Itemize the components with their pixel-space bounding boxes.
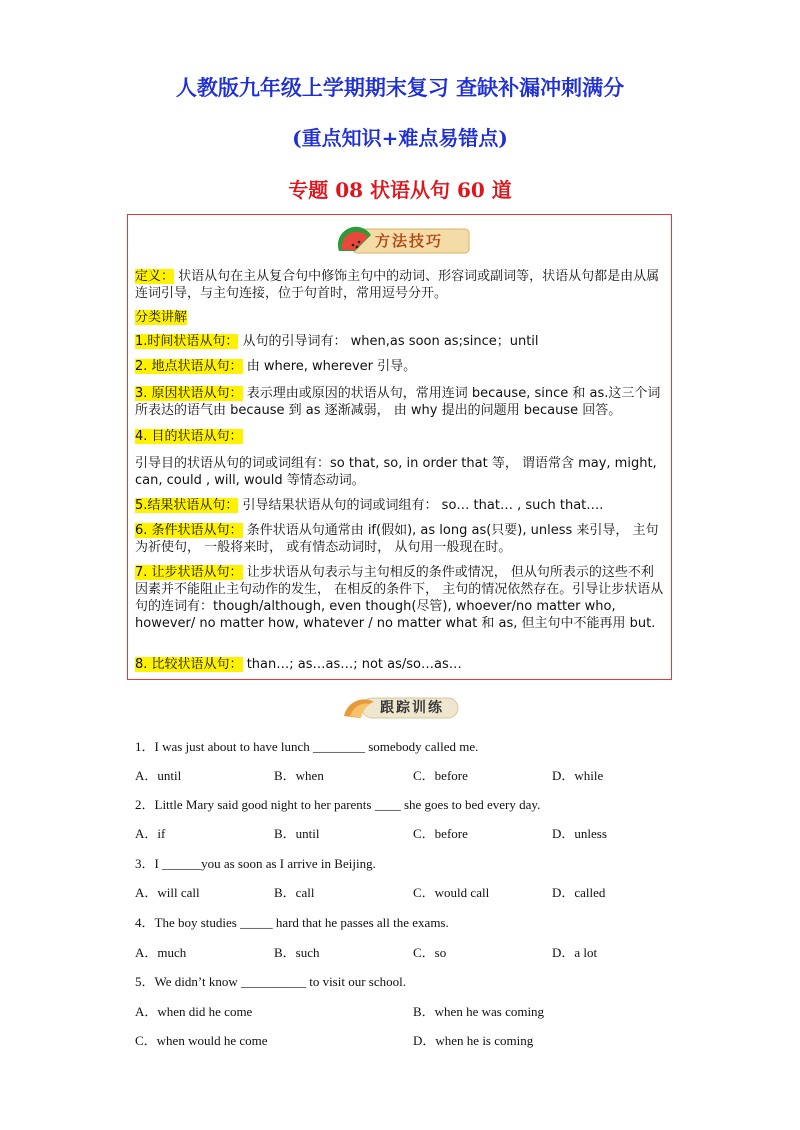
clause-text: than…; as…as…; not as/so…as… <box>246 657 462 672</box>
classify-heading <box>135 309 665 326</box>
clause-label: 2. 地点状语从句： <box>135 359 243 374</box>
question-stem: 2．Little Mary said good night to her parents ____ she goes to bed every day. <box>135 797 541 812</box>
clause-label: 6. 条件状语从句： <box>135 523 243 538</box>
clause-item <box>135 522 665 556</box>
definition-paragraph <box>135 268 665 302</box>
option-c: C．before <box>413 768 468 783</box>
option-a: A．if <box>135 826 166 841</box>
option-c: C．would call <box>413 885 490 900</box>
document-title: 人教版九年级上学期期末复习 查缺补漏冲刺满分 <box>175 75 625 100</box>
clause-text: 由 where, wherever 引导。 <box>246 359 417 374</box>
option-d: D．a lot <box>552 945 598 960</box>
option-b: B．such <box>274 945 320 960</box>
clause-label: 3. 原因状语从句： <box>135 386 243 401</box>
option-c: C．so <box>413 945 447 960</box>
clause-text: 让步状语从句表示与主句相反的条件或情况， 但从句所表示的这些不利因素并不能阻止主句动作的发生， 在相反的条件下， 主句的情况依然存在。引导让步状语从句的连词有：though/although, even though(尽管), whoever/no matter who, however/ no matter how, whatever / no matter what 和 as, 但主句中不能再用 but. <box>135 565 664 631</box>
clause-text: 条件状语从句通常由 if(假如), as long as(只要), unless 来引导， 主句为祈使句， 一般将来时， 或有情态动词时， 从句用一般现在时。 <box>135 523 659 555</box>
option-c: C．before <box>413 826 468 841</box>
practice-banner-title: 跟踪训练 <box>380 700 444 716</box>
clause-item <box>135 497 665 514</box>
topic-title: 专题 08 状语从句 60 道 <box>288 178 512 202</box>
option-a: A．when did he come <box>135 1004 253 1019</box>
option-d: D．called <box>552 885 606 900</box>
clause-item <box>135 428 665 445</box>
clause-label: 8. 比较状语从句： <box>135 657 243 672</box>
method-banner-title: 方法技巧 <box>375 232 444 250</box>
option-b: B．when he was coming <box>413 1004 545 1019</box>
question-stem: 5．We didn’t know __________ to visit our school. <box>135 974 406 989</box>
clause-text: 从句的引导词有： when,as soon as;since；until <box>242 334 539 349</box>
clause-item <box>135 656 665 673</box>
clause-label: 4. 目的状语从句： <box>135 429 243 444</box>
clause-label: 5.结果状语从句： <box>135 498 239 513</box>
document-subtitle: (重点知识+难点易错点) <box>292 126 508 150</box>
clause-text: 表示理由或原因的状语从句，常用连词 because, since 和 as.这三个词所表达的语气由 because 到 as 逐渐减弱， 由 why 提出的问题用 because 回答。 <box>135 386 661 418</box>
option-c: C．when would he come <box>135 1033 268 1048</box>
option-d: D．while <box>552 768 604 783</box>
clause-item <box>135 333 665 350</box>
question-stem: 4．The boy studies _____ hard that he passes all the exams. <box>135 915 449 930</box>
clause-item <box>135 358 665 375</box>
question-stem: 3．I ______you as soon as I arrive in Beijing. <box>135 856 376 871</box>
option-d: D．when he is coming <box>413 1033 534 1048</box>
clause-label: 7. 让步状语从句： <box>135 565 243 580</box>
clause-label: 1.时间状语从句： <box>135 334 239 349</box>
clause-item <box>135 385 665 419</box>
clause-text: 引导结果状语从句的词或词组有： so… that… , such that…. <box>242 498 604 513</box>
option-b: B．until <box>274 826 320 841</box>
clause-item <box>135 455 665 489</box>
definition-label: 定义： <box>135 269 175 284</box>
definition-text: 状语从句在主从复合句中修饰主句中的动词、形容词或副词等，状语从句都是由从属连词引导，与主句连接，位于句首时，常用逗号分开。 <box>135 269 660 301</box>
option-a: A．until <box>135 768 182 783</box>
question-stem: 1．I was just about to have lunch ________ somebody called me. <box>135 739 479 754</box>
option-a: A．will call <box>135 885 200 900</box>
option-b: B．when <box>274 768 324 783</box>
classify-label: 分类讲解 <box>135 310 188 325</box>
option-d: D．unless <box>552 826 607 841</box>
option-a: A．much <box>135 945 187 960</box>
clause-item <box>135 564 665 632</box>
option-b: B．call <box>274 885 315 900</box>
clause-text: 引导目的状语从句的词或词组有：so that, so, in order that 等， 谓语常含 may, might, can, could , will, would 等情态动词。 <box>135 456 657 488</box>
